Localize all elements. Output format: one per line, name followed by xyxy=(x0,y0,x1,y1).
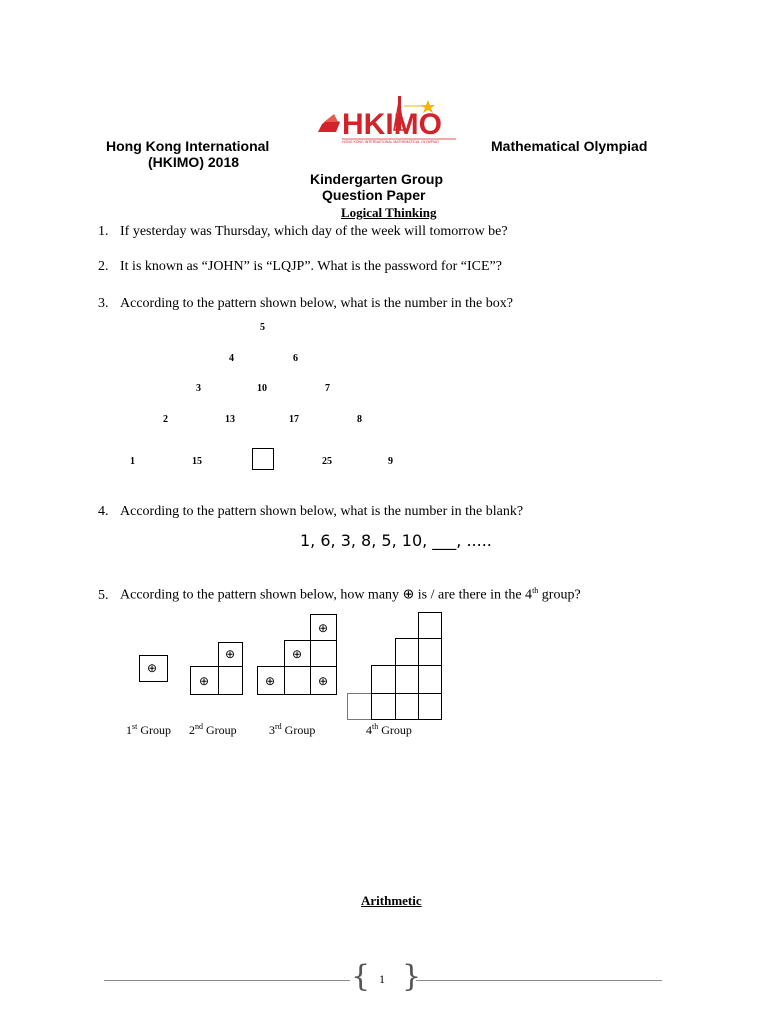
tri-r4-4: 8 xyxy=(357,414,362,425)
question-5-text-a: According to the pattern shown below, how many xyxy=(120,587,400,603)
group4-text: Group xyxy=(381,723,412,737)
footer-rule-left xyxy=(104,980,350,981)
tri-r4-2: 13 xyxy=(225,414,235,425)
group1-label xyxy=(126,722,171,738)
group2-text: Group xyxy=(206,723,237,737)
brace-left-icon: { xyxy=(351,959,371,994)
group4-cell xyxy=(395,665,419,694)
header-right: Mathematical Olympiad xyxy=(491,138,648,154)
circle-plus-icon: ⊕ xyxy=(147,661,158,675)
group3-cell xyxy=(310,614,337,641)
group4-cell xyxy=(395,693,419,720)
group3-sup: rd xyxy=(275,722,282,731)
question-3-text: According to the pattern shown below, what is the number in the box? xyxy=(120,296,513,311)
header-left-line1: Hong Kong International xyxy=(106,138,270,154)
question-5-number: 5. xyxy=(98,587,109,603)
group3-num: 3 xyxy=(269,723,275,737)
tri-r2-1: 4 xyxy=(229,353,234,364)
group4-cell xyxy=(418,665,442,694)
group3-cell xyxy=(310,640,337,667)
group4-cell xyxy=(395,638,419,666)
circle-plus-icon: ⊕ xyxy=(318,674,329,688)
question-5 xyxy=(98,586,581,604)
tri-r3-3: 7 xyxy=(325,383,330,394)
question-4-number: 4. xyxy=(98,504,109,519)
brace-right-icon: } xyxy=(402,959,422,994)
number-sequence: 1, 6, 3, 8, 5, 10, ___, ..... xyxy=(300,531,492,550)
group1-cell xyxy=(139,655,168,682)
section-logical-thinking: Logical Thinking xyxy=(341,205,437,220)
group3-text: Group xyxy=(284,723,316,737)
logo-subtext: HONG KONG INTERNATIONAL MATHEMATICAL OLYMPIAD xyxy=(342,140,439,144)
question-1-number: 1. xyxy=(98,224,109,239)
circle-plus-icon: ⊕ xyxy=(225,647,236,661)
tri-r1-1: 5 xyxy=(260,322,265,333)
footer-rule-right xyxy=(416,980,662,981)
tri-r5-5: 9 xyxy=(388,456,393,467)
hkimo-logo xyxy=(316,92,462,148)
header-left-line2: (HKIMO) 2018 xyxy=(148,154,240,170)
group3-cell xyxy=(310,666,337,695)
group4-cell xyxy=(418,638,442,666)
group1-num: 1 xyxy=(126,723,132,737)
question-3 xyxy=(98,296,513,312)
group2-cell xyxy=(218,642,243,667)
tri-r3-1: 3 xyxy=(196,383,201,394)
group-title: Kindergarten Group xyxy=(310,171,444,187)
group4-cell xyxy=(371,693,396,720)
group4-cell xyxy=(347,693,372,720)
question-2-number: 2. xyxy=(98,259,109,274)
tri-r5-2: 15 xyxy=(192,456,202,467)
circle-plus-icon: ⊕ xyxy=(318,621,329,635)
question-5-text-c: group? xyxy=(541,587,581,603)
question-1-text: If yesterday was Thursday, which day of the week will tomorrow be? xyxy=(120,224,508,239)
question-4 xyxy=(98,504,523,520)
section-arithmetic: Arithmetic xyxy=(361,893,422,908)
group2-cell xyxy=(190,666,219,695)
question-2 xyxy=(98,259,502,275)
question-2-text: It is known as “JOHN” is “LQJP”. What is the password for “ICE”? xyxy=(120,259,502,274)
question-5-text-b: is / are there in the 4 xyxy=(417,587,533,603)
group4-cell xyxy=(418,693,442,720)
group3-cell xyxy=(284,640,311,667)
group4-cell xyxy=(371,665,396,694)
group3-cell xyxy=(257,666,285,695)
question-3-number: 3. xyxy=(98,296,109,311)
answer-box xyxy=(252,448,274,470)
question-1 xyxy=(98,224,508,240)
group4-sup: th xyxy=(372,722,379,731)
question-5-sup: th xyxy=(532,586,539,595)
tri-r3-2: 10 xyxy=(257,383,267,394)
group2-label xyxy=(189,722,237,738)
tri-r4-1: 2 xyxy=(163,414,168,425)
group3-cell xyxy=(284,666,311,695)
circle-plus-icon: ⊕ xyxy=(265,674,276,688)
circle-plus-icon: ⊕ xyxy=(402,586,415,603)
group3-label xyxy=(269,722,315,738)
tri-r2-2: 6 xyxy=(293,353,298,364)
group4-num: 4 xyxy=(366,723,372,737)
circle-plus-icon: ⊕ xyxy=(292,647,303,661)
question-4-text: According to the pattern shown below, what is the number in the blank? xyxy=(120,504,524,519)
group4-label xyxy=(366,722,412,738)
group2-num: 2 xyxy=(189,723,195,737)
group4-cell xyxy=(418,612,442,639)
tri-r4-3: 17 xyxy=(289,414,299,425)
circle-plus-icon: ⊕ xyxy=(199,674,210,688)
group2-sup: nd xyxy=(195,722,203,731)
group1-sup: st xyxy=(132,722,138,731)
paper-title: Question Paper xyxy=(322,187,426,203)
tri-r5-1: 1 xyxy=(130,456,135,467)
logo-text: HKIMO xyxy=(342,108,442,141)
page-number: 1 xyxy=(379,972,385,986)
group2-cell xyxy=(218,666,243,695)
group1-text: Group xyxy=(140,723,172,737)
tri-r5-4: 25 xyxy=(322,456,332,467)
